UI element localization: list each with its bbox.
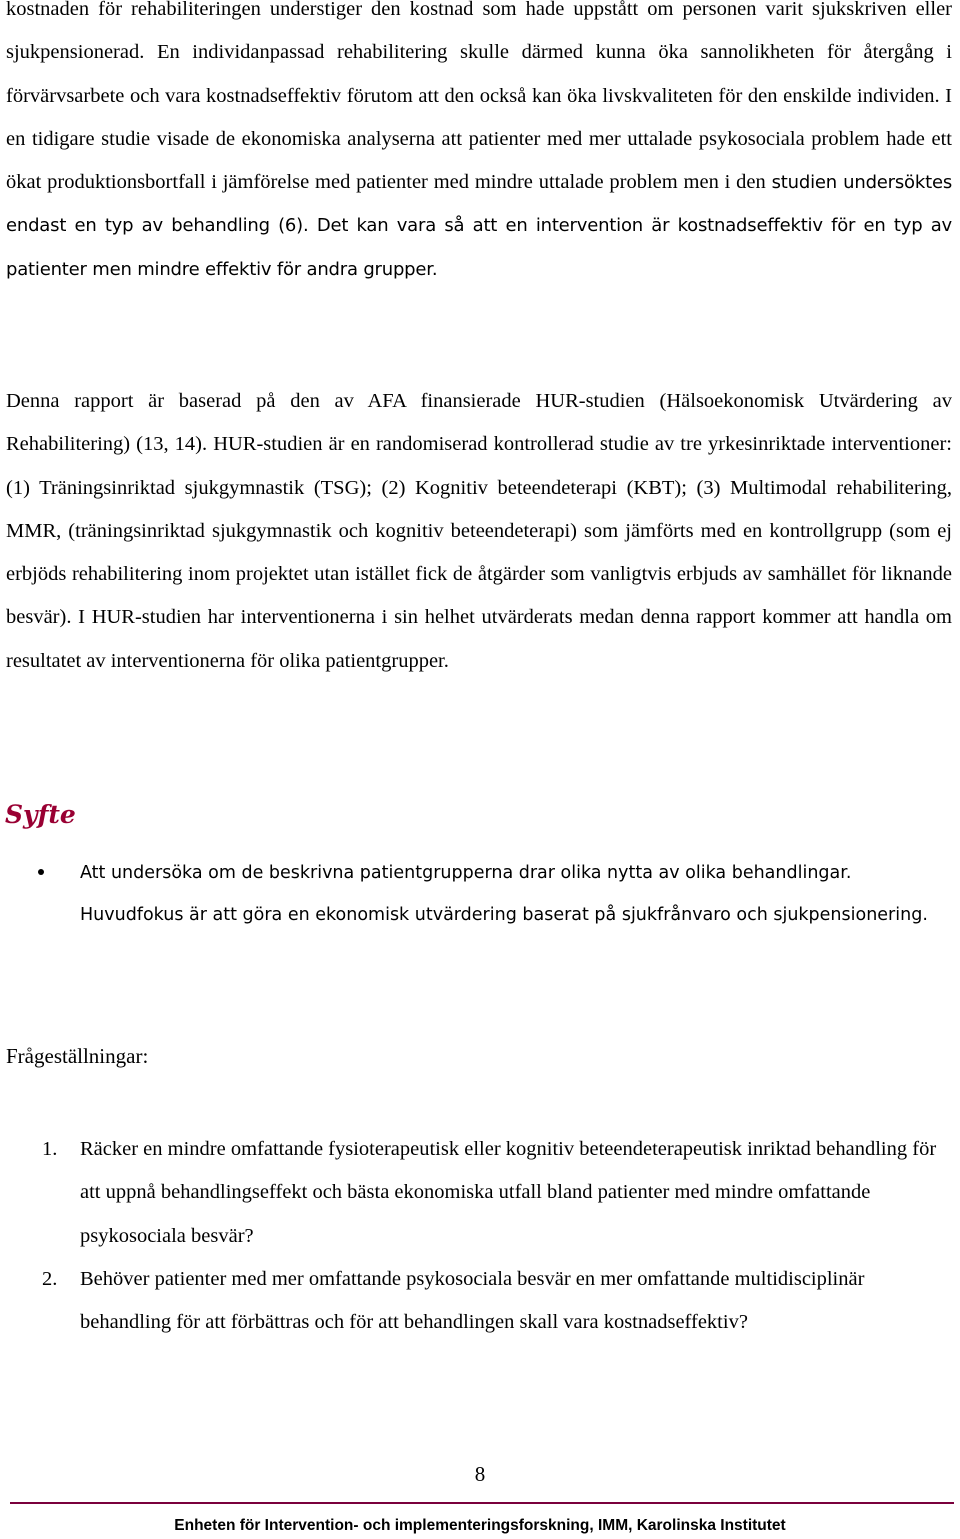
questions-list <box>0 1128 960 1344</box>
section-heading-syfte: Syfte <box>5 800 76 829</box>
question-number: 1. <box>42 1138 58 1160</box>
body-paragraph-2: Denna rapport är baserad på den av AFA finansierade HUR-studien (Hälsoekonomisk Utvärdering av Rehabilitering) (13, 14). HUR-studien är en randomiserad kontrollerad studie av tre yrkesinriktade interventioner: (1) Träningsinriktad sjukgymnastik (TSG); (2) Kognitiv beteendeterapi (KBT); (3) Multimodal rehabilitering, MMR, (träningsinriktad sjukgymnastik och kognitiv beteendeterapi) som jämförts med en kontrollgrupp (som ej erbjöds rehabilitering inom projektet utan istället fick de åtgärder som vanligtvis erbjuds av samhället för liknande besvär). I HUR-studien har interventionerna i sin helhet utvärderats medan denna rapport kommer att handla om resultatet av interventionerna för olika patientgrupper. <box>6 390 952 672</box>
bullet-dot-icon <box>38 869 44 875</box>
paragraph-1-sans-text: studien undersöktes endast en typ av behandling (6). Det kan vara så att en intervention är kostnadseffektiv för en typ av patienter men mindre effektiv för andra grupper. <box>6 172 953 280</box>
question-item-2 <box>0 1258 948 1345</box>
question-number: 2. <box>42 1267 58 1290</box>
syfte-bullet-list <box>0 852 960 936</box>
body-paragraph-1 <box>6 0 952 291</box>
questions-heading: Frågeställningar: <box>6 1044 149 1068</box>
bullet-item-text: Att undersöka om de beskrivna patientgrupperna drar olika nytta av olika behandlingar. Huvudfokus är att göra en ekonomisk utvärdering baserat på sjukfrånvaro och sjukpensionering. <box>80 863 928 925</box>
bullet-item <box>0 852 950 936</box>
question-text: Behöver patienter med mer omfattande psykosociala besvär en mer omfattande multidisciplinär behandling för att förbättras och för att behandlingen skall vara kostnadseffektiv? <box>80 1267 865 1334</box>
question-text: Räcker en mindre omfattande fysioterapeutisk eller kognitiv beteendeterapeutisk inriktad behandling för att uppnå behandlingseffekt och bästa ekonomiska utfall bland patienter med mindre omfattande psykosociala besvär? <box>80 1138 937 1247</box>
page-number: 8 <box>474 1462 486 1486</box>
paragraph-1-serif-text: kostnaden för rehabiliteringen understiger den kostnad som hade uppstått om personen varit sjukskriven eller sjukpensionerad. En individanpassad rehabilitering skulle därmed kunna öka sannolikheten för återgång i förvärvsarbete och vara kostnadseffektiv förutom att den också kan öka livskvaliteten för den enskilde individen. I en tidigare studie visade de ekonomiska analyserna att patienter med mer uttalade psykosociala problem hade ett ökat produktionsbortfall i jämförelse med patienter med mindre uttalade problem men i den <box>6 0 952 194</box>
footer-divider <box>10 1502 954 1504</box>
question-item-1 <box>0 1128 948 1258</box>
footer-institution: Enheten för Intervention- och implementeringsforskning, IMM, Karolinska Institutet <box>174 1517 786 1534</box>
